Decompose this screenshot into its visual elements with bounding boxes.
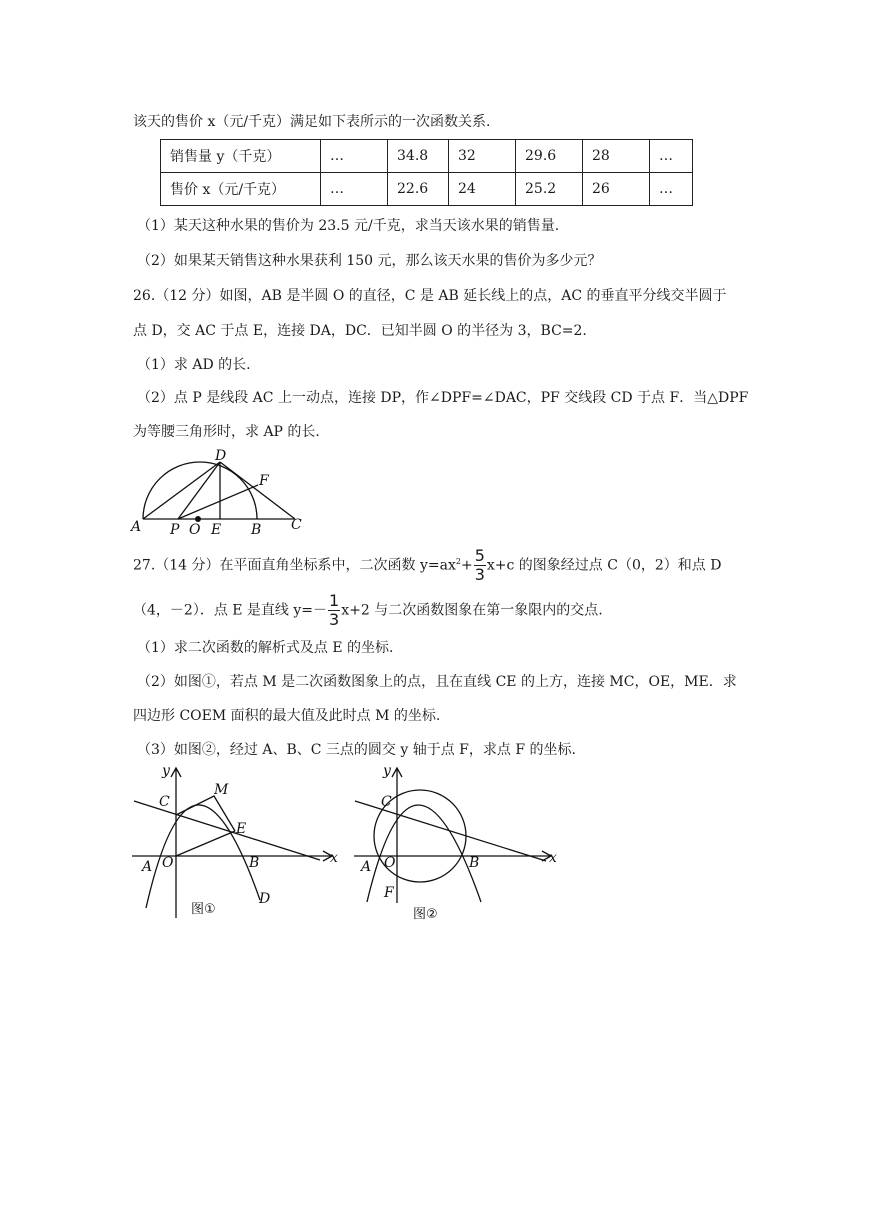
table-cell: … (321, 173, 388, 206)
label-b: B (469, 855, 480, 871)
q25-part2: （2）如果某天销售这种水果获利 150 元，那么该天水果的售价为多少元？ (137, 253, 602, 269)
q27-part1: （1）求二次函数的解析式及点 E 的坐标. (137, 640, 394, 656)
label-c: C (291, 517, 302, 533)
label-f: F (384, 885, 394, 901)
label-a: A (142, 859, 153, 875)
q27-part2-line2: 四边形 COEM 面积的最大值及此时点 M 的坐标. (133, 708, 441, 724)
q26-part2-line1: （2）点 P 是线段 AC 上一动点，连接 DP，作∠DPF=∠DAC，PF 交线段 CD 于点 F．当△DPF (137, 390, 749, 406)
table-cell: 25.2 (516, 173, 583, 206)
label-b: B (249, 855, 260, 871)
label-e: E (236, 821, 247, 837)
table-cell: 24 (449, 173, 516, 206)
table-cell: 22.6 (388, 173, 449, 206)
line-ce (355, 801, 546, 861)
table-cell: 售价 x（元/千克） (161, 173, 321, 206)
label-a: A (131, 519, 142, 535)
fraction-numerator: 5 (474, 546, 485, 565)
q26-part1: （1）求 AD 的长. (137, 357, 251, 373)
q27-line2-text-a: （4，－2）．点 E 是直线 y=－ (133, 602, 328, 619)
label-a: A (361, 859, 372, 875)
q27-line1-plus: + (460, 557, 473, 574)
label-d: D (215, 448, 227, 464)
table-cell: 26 (583, 173, 650, 206)
exponent: 2 (455, 556, 461, 566)
figure-1-caption: 图① (191, 902, 216, 917)
table-cell: 28 (583, 140, 650, 173)
q27-line1-text-c: x+c 的图象经过点 C（0，2）和点 D (486, 557, 722, 574)
q25-part1: （1）某天这种水果的售价为 23.5 元/千克，求当天该水果的销售量. (137, 218, 560, 234)
fraction-numerator: 1 (329, 591, 340, 610)
label-x: x (330, 850, 338, 866)
q27-line2-text-b: x+2 与二次函数图象在第一象限内的交点. (341, 602, 603, 619)
label-c: C (159, 794, 170, 810)
table-cell: … (650, 173, 693, 206)
label-p: P (170, 522, 180, 538)
fraction-denominator: 3 (329, 610, 340, 629)
label-c: C (381, 794, 392, 810)
label-b: B (251, 522, 262, 538)
table-cell: … (321, 140, 388, 173)
table-cell: 34.8 (388, 140, 449, 173)
label-o: O (162, 855, 174, 871)
label-m: M (214, 782, 229, 798)
label-x: x (549, 850, 557, 866)
label-f: F (259, 473, 269, 489)
label-d: D (259, 891, 271, 907)
q26-line2: 点 D，交 AC 于点 E，连接 DA，DC．已知半圆 O 的半径为 3，BC=2. (133, 323, 587, 339)
fraction-denominator: 3 (474, 565, 485, 584)
table-cell: … (650, 140, 693, 173)
figure-2-caption: 图② (413, 907, 438, 922)
intro-line: 该天的售价 x（元/千克）满足如下表所示的一次函数关系. (133, 114, 491, 130)
label-y: y (383, 763, 391, 779)
table-cell: 销售量 y（千克） (161, 140, 321, 173)
table-cell: 29.6 (516, 140, 583, 173)
label-o: O (189, 522, 201, 538)
q27-part3: （3）如图②，经过 A、B、C 三点的圆交 y 轴于点 F，求点 F 的坐标. (137, 742, 576, 758)
label-o: O (384, 855, 396, 871)
label-y: y (162, 763, 170, 779)
label-e: E (211, 522, 222, 538)
q27-line1-text-a: 27.（14 分）在平面直角坐标系中，二次函数 y=ax (133, 557, 456, 574)
q26-line1: 26.（12 分）如图，AB 是半圆 O 的直径，C 是 AB 延长线上的点，AC 的垂直平分线交半圆于 (133, 288, 727, 304)
q26-part2-line2: 为等腰三角形时，求 AP 的长. (133, 424, 320, 440)
table-cell: 32 (449, 140, 516, 173)
q27-part2-line1: （2）如图①，若点 M 是二次函数图象上的点，且在直线 CE 的上方，连接 MC，OE，ME．求 (137, 674, 737, 690)
